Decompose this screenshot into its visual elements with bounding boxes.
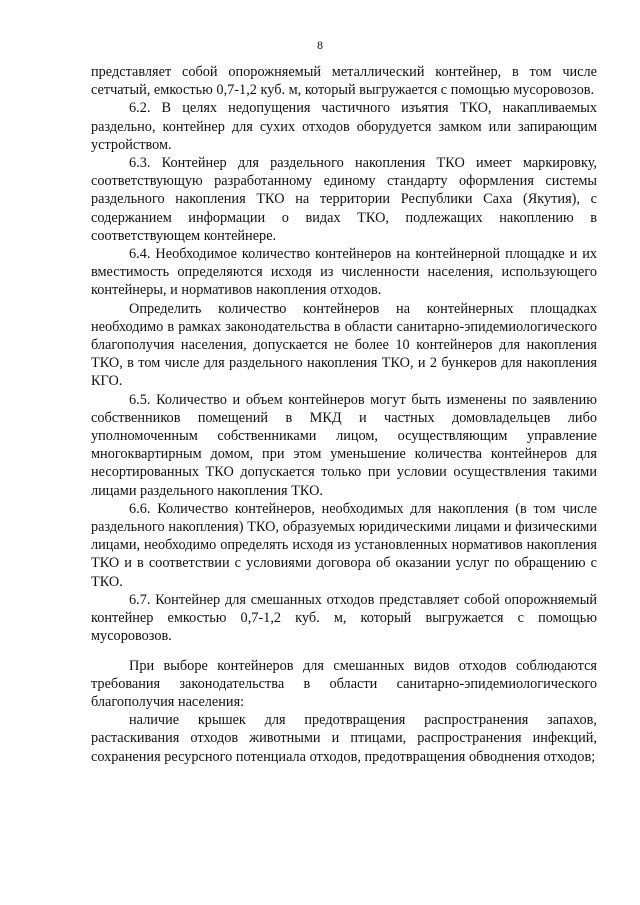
paragraph-6-5: 6.5. Количество и объем контейнеров могут быть изменены по заявлению собственников помещений в МКД и частных домовладельцев либо уполномоченным собственниками лицом, осуществляющим управление многоквартирным домом, при этом уменьшение количества контейнеров для несортированных ТКО допускается только при условии осуществления такими лицами раздельного накопления ТКО.: [91, 391, 597, 499]
paragraph-6-7: 6.7. Контейнер для смешанных отходов представляет собой опорожняемый контейнер емкостью 0,7-1,2 куб. м, который выгружается с помощью мусоровозов.: [91, 591, 597, 645]
paragraph-6-2: 6.2. В целях недопущения частичного изъятия ТКО, накапливаемых раздельно, контейнер для сухих отходов оборудуется замком или запирающим устройством.: [91, 100, 597, 153]
document-body: [91, 63, 597, 766]
paragraph-mixed-waste-requirements: При выборе контейнеров для смешанных видов отходов соблюдаются требования законодательства в области санитарно-эпидемиологического благополучия населения:: [91, 657, 597, 710]
paragraph-6-6: 6.6. Количество контейнеров, необходимых для накопления (в том числе раздельного накопления) ТКО, образуемых юридическими лицами и физическими лицами, необходимо определять исходя из установленных нормативов накопления ТКО и в соответствии с условиями договора об оказании услуг по обращению с ТКО.: [91, 500, 597, 590]
paragraph-6-3: 6.3. Контейнер для раздельного накопления ТКО имеет маркировку, соответствующую разработанному единому стандарту оформления системы раздельного накопления ТКО на территории Республики Саха (Якутия), с содержанием информации о видах ТКО, подлежащих накоплению в соответствующем контейнере.: [91, 155, 597, 244]
paragraph-lids-requirement: наличие крышек для предотвращения распространения запахов, растаскивания отходов животными и птицами, распространения инфекций, сохранения ресурсного потенциала отходов, предотвращения обводнения отходов;: [91, 712, 597, 765]
paragraph-continuation: представляет собой опорожняемый металлический контейнер, в том числе сетчатый, емкостью 0,7-1,2 куб. м, который выгружается с помощью мусоровозов.: [91, 64, 597, 99]
paragraph-container-count: Определить количество контейнеров на контейнерных площадках необходимо в рамках законодательства в области санитарно-эпидемиологического благополучия населения, допускается не более 10 контейнеров для накопления ТКО, в том числе для раздельного накопления ТКО, и 2 бункеров для накопления КГО.: [91, 300, 597, 390]
page-number: 8: [317, 38, 323, 52]
paragraph-6-4: 6.4. Необходимое количество контейнеров на контейнерной площадке и их вместимость определяются исходя из численности населения, использующего контейнеры, и нормативов накопления отходов.: [91, 246, 597, 299]
